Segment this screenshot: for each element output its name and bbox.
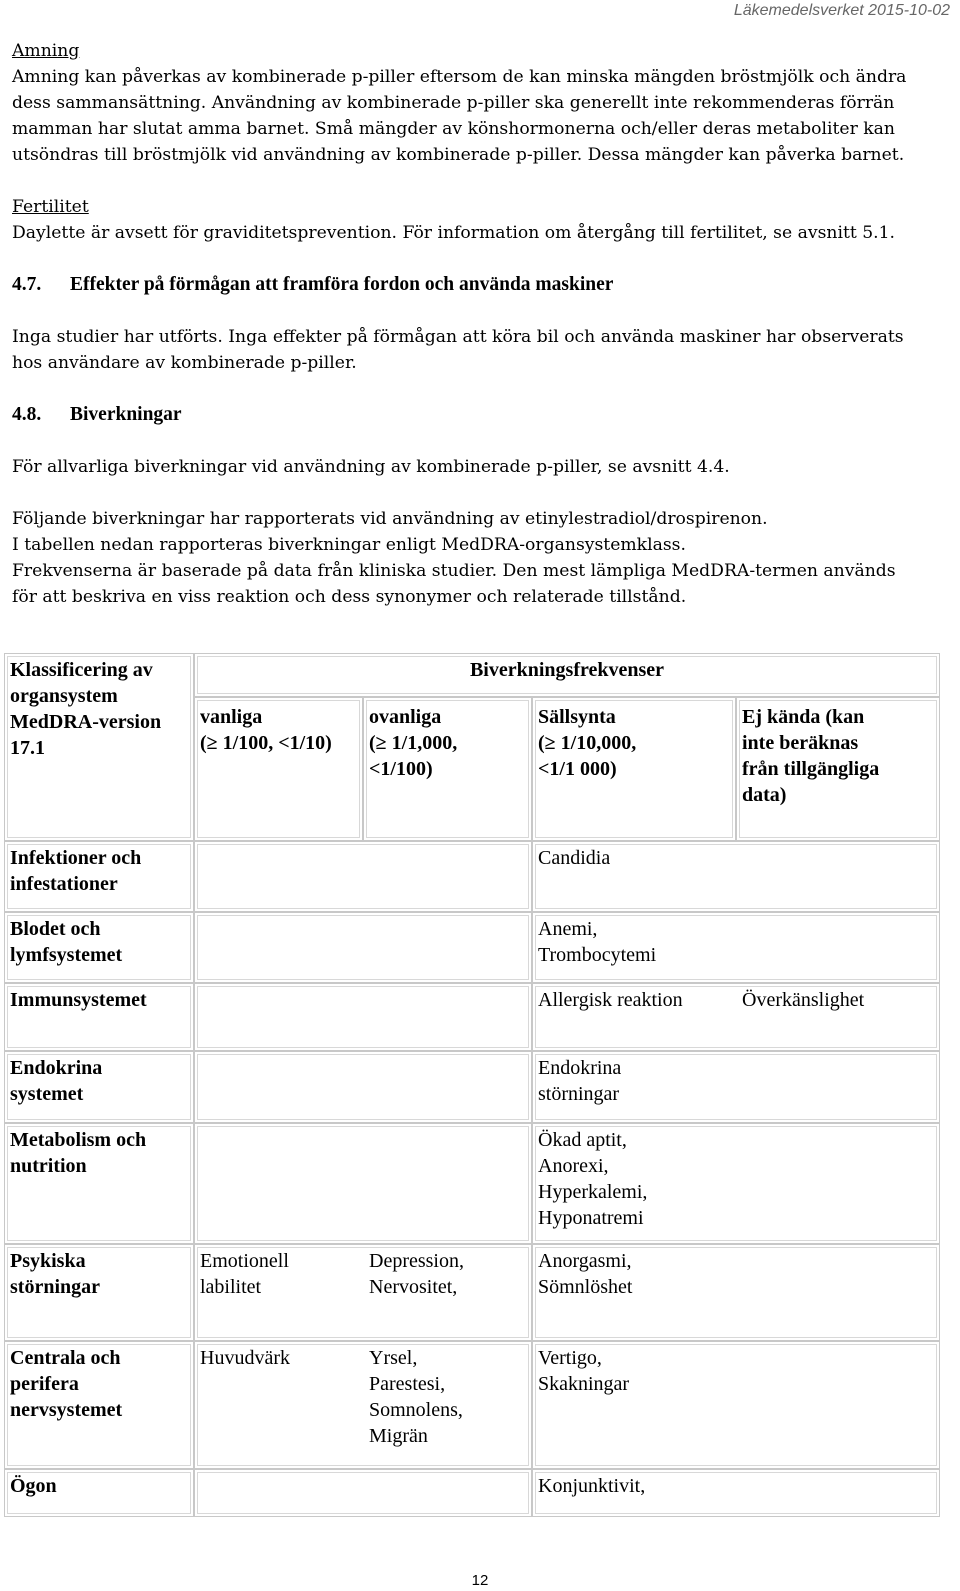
sallsynta-text: Hyperkalemi,: [538, 1181, 648, 1203]
vanliga-text: labilitet: [200, 1276, 262, 1298]
sallsynta-text: störningar: [538, 1083, 620, 1105]
header-organ-text: 17.1: [10, 737, 45, 759]
paragraph-line: dess sammansättning. Användning av kombinerade p-piller ska generellt inte rekommenderas förrän: [12, 93, 895, 113]
organ-text: nervsystemet: [10, 1399, 123, 1421]
ovanliga-text: Migrän: [369, 1425, 428, 1447]
header-ejkanda-text: data): [742, 784, 787, 806]
organ-text: störningar: [10, 1276, 100, 1298]
header-vanliga-text: (≥ 1/100, <1/10): [200, 732, 332, 754]
sallsynta-text: Anorgasmi,: [538, 1250, 632, 1272]
header-sallsynta-text: <1/1 000): [538, 758, 617, 780]
header-ejkanda-text: inte beräknas: [742, 732, 859, 754]
paragraph-line: Frekvenserna är baserade på data från kliniska studier. Den mest lämpliga MedDRA-termen används: [12, 561, 896, 581]
vanliga-text: Emotionell: [200, 1250, 289, 1272]
sallsynta-text: Candidia: [538, 847, 611, 869]
frequency-cell-common: [194, 1123, 532, 1244]
section-title: Biverkningar: [70, 404, 182, 425]
paragraph-line: Följande biverkningar har rapporterats vid användning av etinylestradiol/drospirenon.: [12, 509, 768, 529]
amning-title: Amning: [12, 41, 80, 61]
ovanliga-text: Parestesi,: [369, 1373, 446, 1395]
header-ovanliga-text: ovanliga: [369, 706, 442, 728]
section-title: Effekter på förmågan att framföra fordon och använda maskiner: [70, 274, 614, 295]
ovanliga-text: Depression,: [369, 1250, 464, 1272]
organ-text: Immunsystemet: [10, 989, 147, 1011]
page-body: [12, 38, 948, 610]
paragraph-line: I tabellen nedan rapporteras biverkningar enligt MedDRA-organsystemklass.: [12, 535, 686, 555]
organ-text: Psykiska: [10, 1250, 86, 1272]
ovanliga-text: Nervositet,: [369, 1276, 458, 1298]
organ-text: Centrala och: [10, 1347, 121, 1369]
section-heading-4-7: [12, 272, 948, 298]
frequency-cell-common: [194, 1469, 532, 1517]
paragraph-line: hos användare av kombinerade p-piller.: [12, 353, 357, 373]
organ-text: Endokrina: [10, 1057, 103, 1079]
header-vanliga-text: vanliga: [200, 706, 263, 728]
frequency-cell-common: [194, 1051, 532, 1123]
paragraph-line: Daylette är avsett för graviditetsprevention. För information om återgång till fertilitet, se avsnitt 5.1.: [12, 223, 896, 243]
sallsynta-text: Anorexi,: [538, 1155, 609, 1177]
header-ovanliga-text: (≥ 1/1,000,: [369, 732, 458, 754]
organ-text: nutrition: [10, 1155, 87, 1177]
sallsynta-text: Konjunktivit,: [538, 1475, 646, 1497]
section-heading-4-8: [12, 402, 948, 428]
sallsynta-text: Allergisk reaktion: [538, 989, 683, 1011]
header-ejkanda-text: Ej kända (kan: [742, 706, 865, 728]
sallsynta-text: Skakningar: [538, 1373, 630, 1395]
sallsynta-text: Hyponatremi: [538, 1207, 644, 1229]
paragraph-line: Amning kan påverkas av kombinerade p-piller eftersom de kan minska mängden bröstmjölk och ändra: [12, 67, 907, 87]
ovanliga-text: Somnolens,: [369, 1399, 463, 1421]
frequency-cell-common: [194, 912, 532, 983]
sallsynta-text: Trombocytemi: [538, 944, 657, 966]
frequency-cell-common: [194, 841, 532, 912]
document-header: Läkemedelsverket 2015-10-02: [733, 2, 950, 19]
header-organ-text: Klassificering av: [10, 659, 153, 681]
fertilitet-title: Fertilitet: [12, 197, 89, 217]
organ-text: infestationer: [10, 873, 118, 895]
vanliga-text: Huvudvärk: [200, 1347, 290, 1369]
paragraph-line: mamman har slutat amma barnet. Små mängder av könshormonerna och/eller deras metaboliter kan: [12, 119, 895, 139]
header-ejkanda-text: från tillgängliga: [742, 758, 880, 780]
frequency-cell-common: [194, 983, 532, 1051]
paragraph-line: för att beskriva en viss reaktion och dess synonymer och relaterade tillstånd.: [12, 587, 687, 607]
organ-text: perifera: [10, 1373, 79, 1395]
organ-text: systemet: [10, 1083, 84, 1105]
organ-text: Infektioner och: [10, 847, 142, 869]
section-number: 4.8.: [12, 404, 42, 425]
header-sallsynta-text: Sällsynta: [538, 706, 616, 728]
paragraph-line: För allvarliga biverkningar vid användning av kombinerade p-piller, se avsnitt 4.4.: [12, 457, 730, 477]
sallsynta-text: Sömnlöshet: [538, 1276, 633, 1298]
sallsynta-text: Vertigo,: [538, 1347, 602, 1369]
ejkanda-text: Överkänslighet: [742, 989, 865, 1011]
sallsynta-text: Anemi,: [538, 918, 598, 940]
sallsynta-text: Ökad aptit,: [538, 1129, 627, 1151]
page-number: 12: [471, 1572, 489, 1589]
paragraph-line: Inga studier har utförts. Inga effekter på förmågan att köra bil och använda maskiner har observerats: [12, 327, 904, 347]
header-sallsynta-text: (≥ 1/10,000,: [538, 732, 637, 754]
header-frequency-text: Biverkningsfrekvenser: [469, 659, 665, 681]
header-organ-text: MedDRA-version: [10, 711, 162, 733]
ovanliga-text: Yrsel,: [369, 1347, 418, 1369]
section-number: 4.7.: [12, 274, 42, 295]
sallsynta-text: Endokrina: [538, 1057, 622, 1079]
header-ovanliga-text: <1/100): [369, 758, 433, 780]
organ-text: lymfsystemet: [10, 944, 123, 966]
organ-text: Blodet och: [10, 918, 101, 940]
paragraph-line: utsöndras till bröstmjölk vid användning av kombinerade p-piller. Dessa mängder kan påverka barnet.: [12, 145, 905, 165]
header-organ-text: organsystem: [10, 685, 118, 707]
organ-text: Metabolism och: [10, 1129, 147, 1151]
organ-text: Ögon: [10, 1475, 57, 1497]
adverse-reactions-table: [4, 653, 940, 1529]
